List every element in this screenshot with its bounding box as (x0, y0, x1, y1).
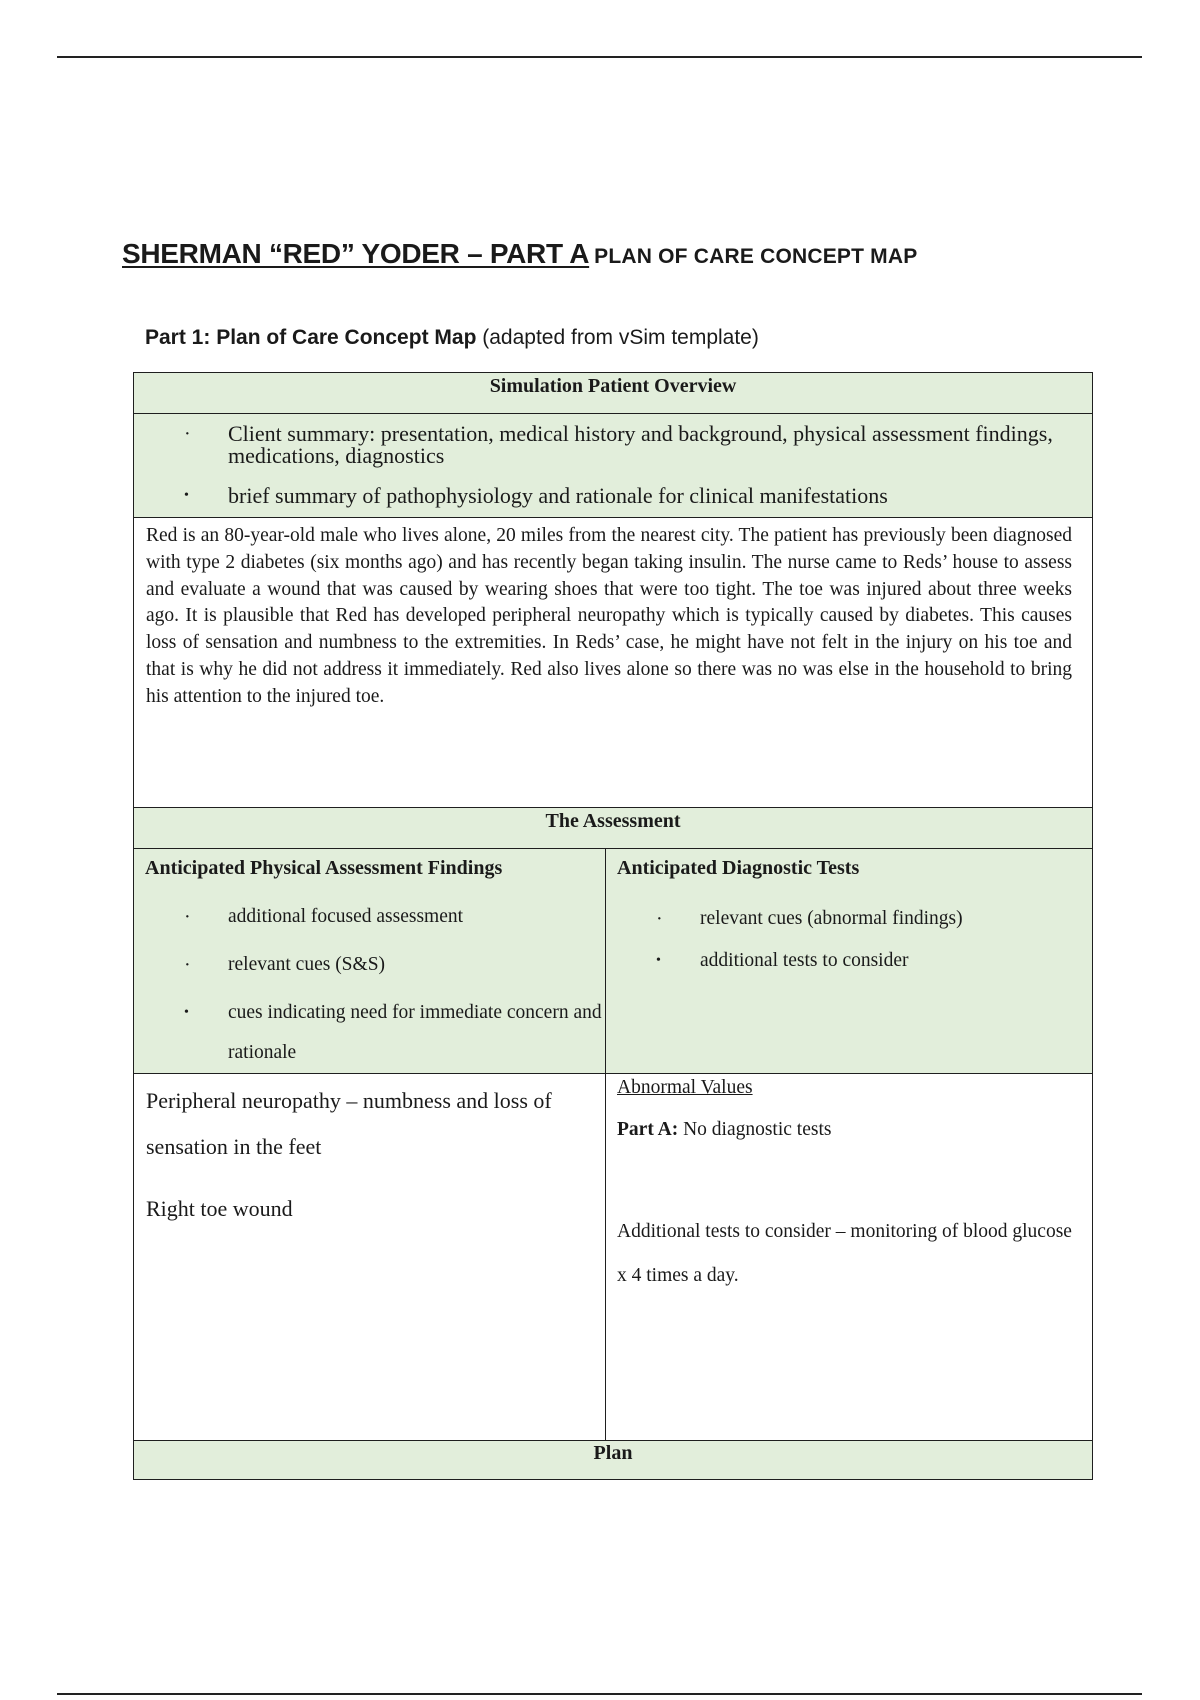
part-a-tests (617, 1118, 1082, 1142)
part-heading (145, 326, 759, 350)
part-heading-note: (adapted from vSim template) (482, 326, 759, 349)
list-item-text: brief summary of pathophysiology and rationale for clinical manifestations (228, 483, 888, 508)
list-item (184, 993, 605, 1073)
overview-guidance-list (184, 423, 1092, 507)
bullet-mark: · (184, 906, 191, 928)
assessment-heading-cell (134, 808, 1093, 849)
diagnostic-tests-guidance-list (606, 899, 1092, 981)
bullet-mark: • (656, 953, 661, 968)
bullet-mark: • (184, 488, 189, 503)
patient-summary-cell (134, 518, 1093, 808)
physical-findings-cell (134, 1074, 606, 1441)
part-a-text: No diagnostic tests (678, 1119, 832, 1140)
bullet-mark: · (184, 954, 191, 976)
finding-neuropathy: Peripheral neuropathy – numbness and loss of sensation in the feet (146, 1088, 552, 1159)
overview-guidance-cell (134, 414, 1093, 518)
list-item-text: relevant cues (S&S) (228, 954, 386, 975)
finding-toe-wound: Right toe wound (146, 1196, 293, 1221)
physical-findings-heading: Anticipated Physical Assessment Findings (145, 857, 503, 879)
overview-heading: Simulation Patient Overview (489, 375, 737, 397)
document-title (122, 238, 917, 270)
list-item-text: additional tests to consider (700, 950, 909, 971)
document-title-main: SHERMAN “RED” YODER – PART A (122, 238, 590, 269)
part-a-label: Part A: (617, 1119, 679, 1140)
list-item (184, 945, 605, 985)
list-item-text: Client summary: presentation, medical history and background, physical assessment findings, medications, diagnostics (228, 421, 1053, 468)
bullet-mark: • (184, 1005, 189, 1020)
overview-heading-cell (134, 373, 1093, 414)
bullet-mark: · (184, 423, 191, 445)
list-item (656, 941, 1092, 981)
document-title-sub: PLAN OF CARE CONCEPT MAP (594, 245, 918, 268)
physical-findings-guidance-cell (134, 849, 606, 1074)
plan-heading-cell (134, 1441, 1093, 1480)
list-item-text: cues indicating need for immediate concern and rationale (228, 1002, 602, 1063)
header-rule (57, 56, 1142, 58)
list-item (656, 899, 1092, 939)
list-item (184, 897, 605, 937)
part-heading-bold: Part 1: Plan of Care Concept Map (145, 326, 477, 349)
diagnostic-tests-cell (606, 1074, 1093, 1441)
abnormal-values-label: Abnormal Values (617, 1077, 753, 1098)
diagnostic-tests-heading: Anticipated Diagnostic Tests (617, 857, 860, 879)
list-item-text: relevant cues (abnormal findings) (700, 908, 963, 929)
list-item (184, 485, 1092, 507)
additional-tests-text: Additional tests to consider – monitoring of blood glucose x 4 times a day. (617, 1221, 1072, 1286)
physical-findings-guidance-list (134, 897, 605, 1073)
patient-summary-text: Red is an 80-year-old male who lives alone, 20 miles from the nearest city. The patient has previously been diagnosed with type 2 diabetes (six months ago) and has recently began taking insulin. The nurse came to Reds’ house to assess and evaluate a wound that was caused by wearing shoes that were too tight. The toe was injured about three weeks ago. It is plausible that Red has developed peripheral neuropathy which is typically caused by diabetes. This causes loss of sensation and numbness to the extremities. In Reds’ case, he might have not felt in the injury on his toe and that is why he did not address it immediately. Red also lives alone so there was no was else in the household to bring his attention to the injured toe. (146, 525, 1073, 707)
concept-map-table (133, 372, 1093, 1480)
plan-heading: Plan (593, 1442, 633, 1464)
diagnostic-tests-guidance-cell (606, 849, 1093, 1074)
list-item (184, 423, 1092, 467)
bullet-mark: · (656, 908, 663, 930)
footer-rule (57, 1693, 1142, 1695)
assessment-heading: The Assessment (545, 810, 681, 832)
list-item-text: additional focused assessment (228, 906, 464, 927)
